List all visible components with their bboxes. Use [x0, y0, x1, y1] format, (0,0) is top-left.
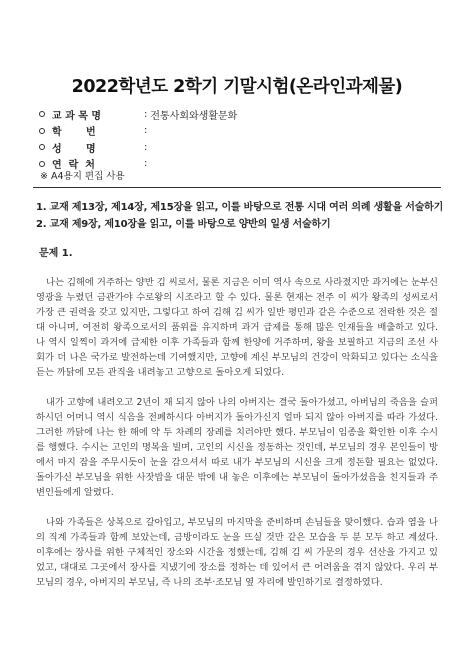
circle-bullet-icon — [39, 144, 45, 150]
paragraph: 나와 가족들은 상복으로 갈아입고, 부모님의 마지막을 준비하며 손님들을 맞이했다. 습과 염을 나의 직계 가족들과 함께 보았는데, 금방이라도 눈을 뜨실 것만 같은 모습을 두 분 모두 하고 계셨다. 이후에는 장사를 위한 구체적인 장소와 시간을 정했는데, 김해 김 씨 가문의 경우 선산을 가지고 있었고, 대대로 그곳에서 장사를 지냈기에 장소를 정하는 데 있어서 큰 어려움을 겪지 않았다. 우리 부모님의 경우, 아버지의 부모님, 즉 나의 조부·조모님 옆 자리에 발인하기로 결정하였다. — [36, 517, 438, 588]
info-colon: : — [144, 125, 148, 137]
circle-bullet-icon — [39, 111, 45, 117]
task-item: 2. 교재 제9장, 제10장을 읽고, 이를 바탕으로 양반의 일생 서술하기 — [36, 219, 331, 230]
essay-body — [36, 275, 438, 605]
info-row-student-id — [39, 123, 237, 140]
info-label: 학 번 — [52, 127, 96, 139]
info-block — [39, 106, 237, 172]
paragraph: 내가 고향에 내려오고 2년이 채 되지 않아 나의 아버지는 결국 돌아가셨고, 아버님의 죽음을 슬퍼하시던 어머니 역시 식음을 전폐하시다 아버지가 돌아가신지 얼마 되지 않아 아버지를 따라 가셨다. 그러한 까닭에 나는 한 해에 약 두 차례의 장례를 치러야만 했다. 부모님이 임종을 확인한 이후 수시를 행했다. 수시는 고인의 명복을 빌며, 고인의 시신을 정동하는 것인데, 부모님의 경우 본인들이 방에서 마지 잠을 주무시듯이 눈을 감으셔서 따로 내가 부모님의 시신을 크게 정돈할 필요는 없었다. 돌아가신 부모님을 위한 사잣밥을 대문 밖에 내 놓은 이후에는 부모님이 돌아가셨음을 친지들과 주변인들에게 알렸다. — [36, 397, 438, 498]
info-colon: : — [144, 108, 148, 120]
paragraph: 나는 김해에 거주하는 양반 김 씨로서, 물론 지금은 이미 역사 속으로 사라졌지만 과거에는 눈부신 영광을 누렸던 금관가야 수로왕의 시조라고 할 수 있다. 물론 현재는 전주 이 씨가 왕족의 성씨로서 가장 큰 권력을 갖고 있지만, 그렇다고 하여 김해 김 씨가 일반 평민과 같은 수준으로 전락한 것은 절대 아니며, 여전히 왕족으로서의 품위를 유지하며 과거 급제를 통해 많은 인재들을 배출하고 있다. 나 역시 일찍이 과거에 급제한 이후 가족들과 함께 한양에 거주하며, 왕을 보필하고 지금의 조선 사회가 더 나은 국가로 발전하는데 기여했지만, 고향에 계신 부모님의 건강이 악화되고 있다는 소식을 듣는 까닭에 모든 관직을 내려놓고 고향으로 돌아오게 되었다. — [36, 277, 438, 378]
info-colon: : — [144, 158, 148, 170]
info-label: 성 명 — [52, 143, 96, 155]
circle-bullet-icon — [39, 161, 45, 167]
info-colon: : — [144, 141, 148, 153]
info-row-name — [39, 139, 237, 156]
circle-bullet-icon — [39, 128, 45, 134]
document-title: 2022학년도 2학기 기말시험(온라인과제물) — [71, 77, 403, 97]
info-value: 전통사회와생활문화 — [150, 110, 238, 122]
task-list — [36, 199, 443, 233]
format-note: ※ A4용지 편집 사용 — [40, 171, 125, 182]
info-label: 연 락 처 — [52, 160, 95, 172]
info-label: 교 과 목 명 — [52, 110, 102, 122]
section-heading: 문제 1. — [39, 248, 73, 259]
divider — [33, 187, 441, 188]
task-item: 1. 교재 제13장, 제14장, 제15장을 읽고, 이를 바탕으로 전통 시대 여러 의례 생활을 서술하기 — [36, 202, 444, 213]
info-row-course — [39, 106, 237, 123]
